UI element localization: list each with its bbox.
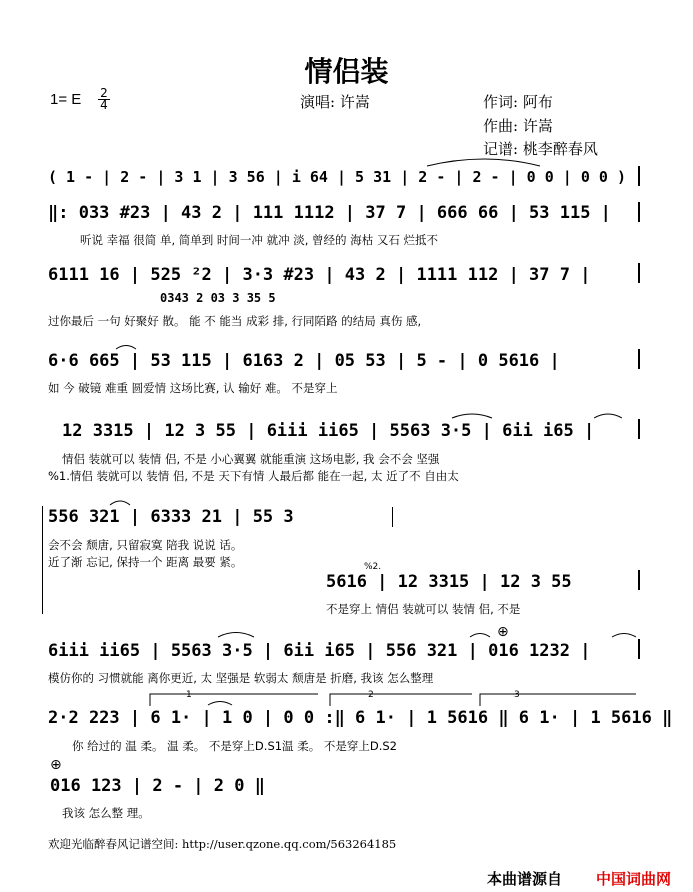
harmony-row-3: 0343 2 03 3 35 5 [160, 291, 276, 305]
score-row-4: 6·6 665 | 53 115 | 6163 2 | 05 53 | 5 - | 0 5616 | [48, 351, 560, 371]
lyrics-row-7: 不是穿上 情侣 装就可以 装情 侣, 不是 [326, 602, 521, 616]
source-label: 本曲谱源自 [487, 870, 563, 888]
slur-arc [470, 634, 490, 638]
slur-arc [208, 702, 232, 706]
slur-arc [452, 414, 492, 418]
slur-arc [116, 346, 136, 350]
score-row-6: 556 321 | 6333 21 | 55 3 [48, 507, 294, 527]
time-signature-top: 2 [100, 86, 108, 100]
composer-credit: 作曲: 许嵩 [483, 117, 553, 135]
lyrics-row-2: 听说 幸福 很简 单, 简单到 时间一冲 就冲 淡, 曾经的 海枯 又石 烂抵不 [80, 233, 439, 247]
score-row-5: 12 3315 | 12 3 55 | 6iii ii65 | 5563 3·5 | 6ii i65 | [62, 421, 595, 441]
lyrics-row-8: 模仿你的 习惯就能 离你更近, 太 坚强是 软弱太 颓唐是 折磨, 我该 怎么整理 [48, 671, 434, 685]
slur-arc [612, 634, 636, 638]
key-signature: 1= E [50, 91, 82, 108]
source-site-logo[interactable]: 中国词曲网 [596, 870, 672, 888]
footer-credit: 欢迎光临醉春风记谱空间: http://user.qzone.qq.com/563264185 [48, 837, 397, 851]
lyrics-row-5-verse2: %1.情侣 装就可以 装情 侣, 不是 天下有情 人最后都 能在一起, 太 近了不 自由太 [48, 469, 459, 483]
volta-bracket [480, 694, 636, 706]
lyrics-row-9: 你 给过的 温 柔。 温 柔。 不是穿上D.S1温 柔。 不是穿上D.S2 [72, 739, 397, 753]
slur-arc [110, 501, 130, 505]
volta-bracket [330, 694, 472, 706]
lyrics-row-3: 过你最后 一句 好聚好 散。 能 不 能当 成彩 排, 行同陌路 的结局 真伤 感, [48, 314, 422, 328]
volta-2-label: 2 [368, 690, 374, 700]
transcriber-credit: 记谱: 桃李醉春风 [483, 140, 598, 158]
score-row-7: 5616 | 12 3315 | 12 3 55 [326, 572, 572, 592]
time-signature-bottom: 4 [98, 99, 110, 111]
coda-icon: ⊕ [497, 624, 509, 640]
score-row-9: 2·2 223 | 6 1· | 1 0 | 0 0 :‖ 6 1· | 1 5616 ‖ 6 1· | 1 5616 ‖ [48, 708, 673, 728]
lyrics-row-6-verse2: 近了渐 忘记, 保持一个 距离 最要 紧。 [48, 555, 243, 569]
song-title: 情侣装 [304, 55, 389, 88]
lyrics-row-4: 如 今 破镜 难重 圆爱情 这场比赛, 认 输好 难。 不是穿上 [48, 381, 338, 395]
slur-arc [594, 414, 622, 418]
volta-bracket [150, 694, 318, 706]
score-row-intro: ( 1 - | 2 - | 3 1 | 3 56 | i 64 | 5 31 | 2 - | 2 - | 0 0 | 0 0 ) [48, 168, 626, 186]
volta-1-label: 1 [186, 690, 192, 700]
slur-arc [218, 633, 254, 638]
singer-credit: 演唱: 许嵩 [300, 93, 370, 111]
score-row-8: 6iii ii65 | 5563 3·5 | 6ii i65 | 556 321 | 016 1232 | [48, 641, 591, 661]
lyrics-row-6-verse1: 会不会 颓唐, 只留寂寞 陪我 说说 话。 [48, 538, 243, 552]
score-row-10: 016 123 | 2 - | 2 0 ‖ [50, 776, 265, 796]
segno-marker-2: %2. [364, 562, 382, 572]
score-row-2: ‖: 033 #23 | 43 2 | 111 1112 | 37 7 | 666 66 | 53 115 | [48, 203, 611, 223]
coda-icon: ⊕ [50, 757, 62, 773]
lyrics-row-10: 我该 怎么整 理。 [62, 806, 150, 820]
lyricist-credit: 作词: 阿布 [483, 93, 553, 111]
score-row-3: 6111 16 | 525 ²2 | 3·3 #23 | 43 2 | 1111 112 | 37 7 | [48, 265, 591, 285]
lyrics-row-5-verse1: 情侣 装就可以 装情 侣, 不是 小心翼翼 就能重演 这场电影, 我 会不会 坚强 [62, 452, 440, 466]
volta-3-label: 3 [514, 690, 520, 700]
slur-arc [427, 159, 540, 166]
